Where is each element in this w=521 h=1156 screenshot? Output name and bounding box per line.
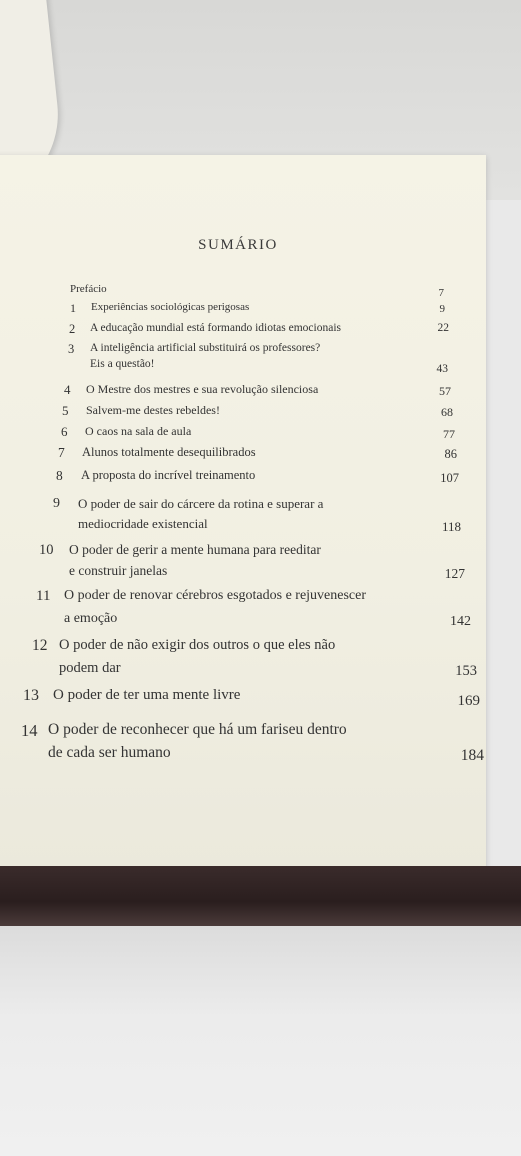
- page-number: 153: [455, 663, 477, 679]
- chapter-title-line: O poder de renovar cérebros esgotados e rejuvenescer: [64, 588, 367, 603]
- background-bottom: [0, 926, 521, 1156]
- chapter-number: 11: [36, 588, 51, 604]
- toc-title: SUMÁRIO: [198, 237, 278, 253]
- page-number: 127: [444, 566, 465, 581]
- book-cover-edge: [0, 866, 521, 926]
- chapter-number: 13: [23, 687, 39, 704]
- chapter-title-line: A inteligência artificial substituirá os professores?: [90, 342, 321, 354]
- chapter-title-line: O poder de sair do cárcere da rotina e superar a: [78, 496, 324, 511]
- page-number: 9: [439, 303, 445, 315]
- chapter-number: 1: [70, 301, 76, 315]
- chapter-title-line: A proposta do incrível treinamento: [81, 468, 256, 482]
- book-page: [0, 155, 486, 870]
- chapter-number: 9: [53, 496, 60, 511]
- chapter-number: 12: [32, 637, 48, 654]
- page-number: 184: [460, 747, 484, 764]
- chapter-number: 2: [69, 322, 76, 336]
- chapter-title-line: A educação mundial está formando idiotas emocionais: [90, 322, 342, 334]
- chapter-number: 4: [64, 382, 71, 397]
- chapter-title-line: Prefácio: [70, 283, 107, 295]
- chapter-number: 3: [68, 342, 75, 356]
- chapter-title-line: O caos na sala de aula: [85, 424, 192, 438]
- page-number: 7: [438, 287, 444, 299]
- chapter-number: 5: [62, 403, 69, 418]
- page-number: 142: [450, 614, 471, 629]
- page-number: 57: [439, 384, 451, 398]
- chapter-number: 8: [56, 468, 63, 483]
- chapter-title-line: mediocridade existencial: [78, 516, 208, 531]
- chapter-title-line: a emoção: [64, 611, 118, 626]
- chapter-title-line: O poder de gerir a mente humana para reeditar: [69, 542, 321, 557]
- chapter-title-line: O poder de reconhecer que há um fariseu dentro: [48, 721, 347, 738]
- chapter-title-line: O poder de ter uma mente livre: [53, 687, 241, 703]
- chapter-title-line: O poder de não exigir dos outros o que eles não: [59, 637, 336, 653]
- page-number: 22: [437, 322, 449, 334]
- page-number: 77: [443, 427, 455, 441]
- chapter-title-line: e construir janelas: [69, 563, 168, 578]
- page-number: 68: [441, 405, 453, 419]
- chapter-number: 10: [39, 542, 54, 558]
- page-number: 118: [441, 519, 461, 534]
- chapter-number: 7: [58, 445, 65, 460]
- chapter-title-line: Salvem-me destes rebeldes!: [86, 403, 220, 417]
- chapter-title-line: Experiências sociológicas perigosas: [91, 301, 250, 313]
- page-number: 107: [440, 471, 459, 485]
- chapter-title-line: Eis a questão!: [90, 358, 155, 370]
- chapter-number: 6: [61, 424, 68, 439]
- page-number: 43: [436, 363, 448, 375]
- page-number: 86: [444, 447, 457, 461]
- chapter-title-line: Alunos totalmente desequilibrados: [82, 445, 256, 459]
- chapter-title-line: O Mestre dos mestres e sua revolução silenciosa: [86, 382, 319, 396]
- chapter-title-line: de cada ser humano: [48, 744, 171, 761]
- page-number: 169: [457, 693, 480, 709]
- chapter-title-line: podem dar: [59, 660, 121, 676]
- chapter-number: 14: [21, 721, 38, 740]
